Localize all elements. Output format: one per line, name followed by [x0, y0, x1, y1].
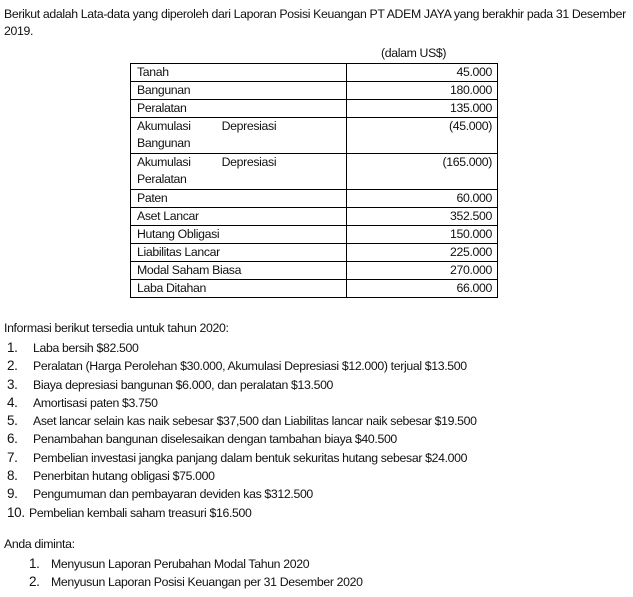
table-row	[131, 64, 498, 82]
table-row	[131, 190, 498, 208]
item-text: Penerbitan hutang obligasi $75.000	[33, 469, 215, 484]
item-number: 6.	[7, 431, 18, 447]
row-value: 225.000	[347, 244, 498, 262]
item-number: 10.	[7, 504, 25, 520]
row-label: Laba Ditahan	[131, 280, 347, 298]
balance-table	[130, 63, 498, 298]
row-label: Paten	[131, 190, 347, 208]
row-value: 180.000	[347, 82, 498, 100]
row-label: Akumulasi Depresiasi Bangunan	[131, 118, 347, 154]
item-number: 2.	[29, 574, 40, 590]
info-list	[7, 339, 477, 522]
row-value: 150.000	[347, 226, 498, 244]
item-text: Pembelian kembali saham treasuri $16.500	[29, 505, 252, 520]
row-label: Liabilitas Lancar	[131, 244, 347, 262]
row-label: Tanah	[131, 64, 347, 82]
item-number: 9.	[7, 486, 18, 502]
table-row	[131, 100, 498, 118]
ask-title: Anda diminta:	[4, 537, 75, 551]
item-number: 4.	[7, 394, 18, 410]
item-text: Menyusun Laporan Perubahan Modal Tahun 2020	[51, 557, 310, 571]
list-item	[7, 394, 477, 412]
item-text: Peralatan (Harga Perolehan $30.000, Akumulasi Depresiasi $12.000) terjual $13.500	[33, 359, 467, 374]
intro-paragraph: Berikut adalah Lata-data yang diperoleh dari Laporan Posisi Keuangan PT ADEM JAYA yang berakhir pada 31 Desember 2019.	[4, 7, 626, 38]
list-item	[7, 430, 477, 448]
list-item	[29, 555, 363, 573]
list-item	[7, 339, 477, 357]
item-number: 1.	[29, 556, 40, 571]
list-item	[7, 449, 477, 467]
list-item	[7, 357, 477, 375]
item-text: Pengumuman dan pembayaran deviden kas $312.500	[33, 487, 313, 502]
list-item	[7, 504, 477, 522]
row-value: 66.000	[347, 280, 498, 298]
row-value: 270.000	[347, 262, 498, 280]
item-number: 7.	[7, 449, 18, 465]
list-item	[29, 573, 363, 591]
row-label: Bangunan	[131, 82, 347, 100]
item-number: 3.	[7, 376, 18, 392]
table-row	[131, 226, 498, 244]
item-number: 1.	[7, 340, 18, 355]
item-text: Biaya depresiasi bangunan $6.000, dan peralatan $13.500	[33, 377, 334, 392]
list-item	[7, 376, 477, 394]
item-text: Menyusun Laporan Posisi Keuangan per 31 Desember 2020	[51, 575, 363, 590]
row-value: 60.000	[347, 190, 498, 208]
item-text: Pembelian investasi jangka panjang dalam bentuk sekuritas hutang sebesar $24.000	[33, 450, 468, 465]
task-list	[29, 555, 363, 592]
table-row	[131, 280, 498, 298]
table-row	[131, 244, 498, 262]
row-label: Akumulasi Depresiasi Peralatan	[131, 154, 347, 190]
list-item	[7, 412, 477, 430]
row-label: Modal Saham Biasa	[131, 262, 347, 280]
table-row	[131, 118, 498, 154]
row-label: Hutang Obligasi	[131, 226, 347, 244]
table-row	[131, 208, 498, 226]
table-row	[131, 82, 498, 100]
row-value: 352.500	[347, 208, 498, 226]
row-value: 45.000	[347, 64, 498, 82]
row-value: (45.000)	[347, 118, 498, 154]
item-text: Laba bersih $82.500	[33, 341, 139, 355]
row-label: Aset Lancar	[131, 208, 347, 226]
item-number: 2.	[7, 358, 18, 374]
item-number: 8.	[7, 468, 18, 484]
list-item	[7, 485, 477, 503]
table-row	[131, 154, 498, 190]
row-value: (165.000)	[347, 154, 498, 190]
item-text: Aset lancar selain kas naik sebesar $37,500 dan Liabilitas lancar naik sebesar $19.500	[33, 414, 477, 429]
list-item	[7, 467, 477, 485]
unit-label: (dalam US$)	[381, 46, 447, 60]
info-title: Informasi berikut tersedia untuk tahun 2020:	[4, 321, 229, 335]
row-label: Peralatan	[131, 100, 347, 118]
item-number: 5.	[7, 413, 18, 429]
item-text: Penambahan bangunan diselesaikan dengan tambahan biaya $40.500	[33, 432, 397, 447]
item-text: Amortisasi paten $3.750	[33, 395, 158, 410]
row-value: 135.000	[347, 100, 498, 118]
table-row	[131, 262, 498, 280]
